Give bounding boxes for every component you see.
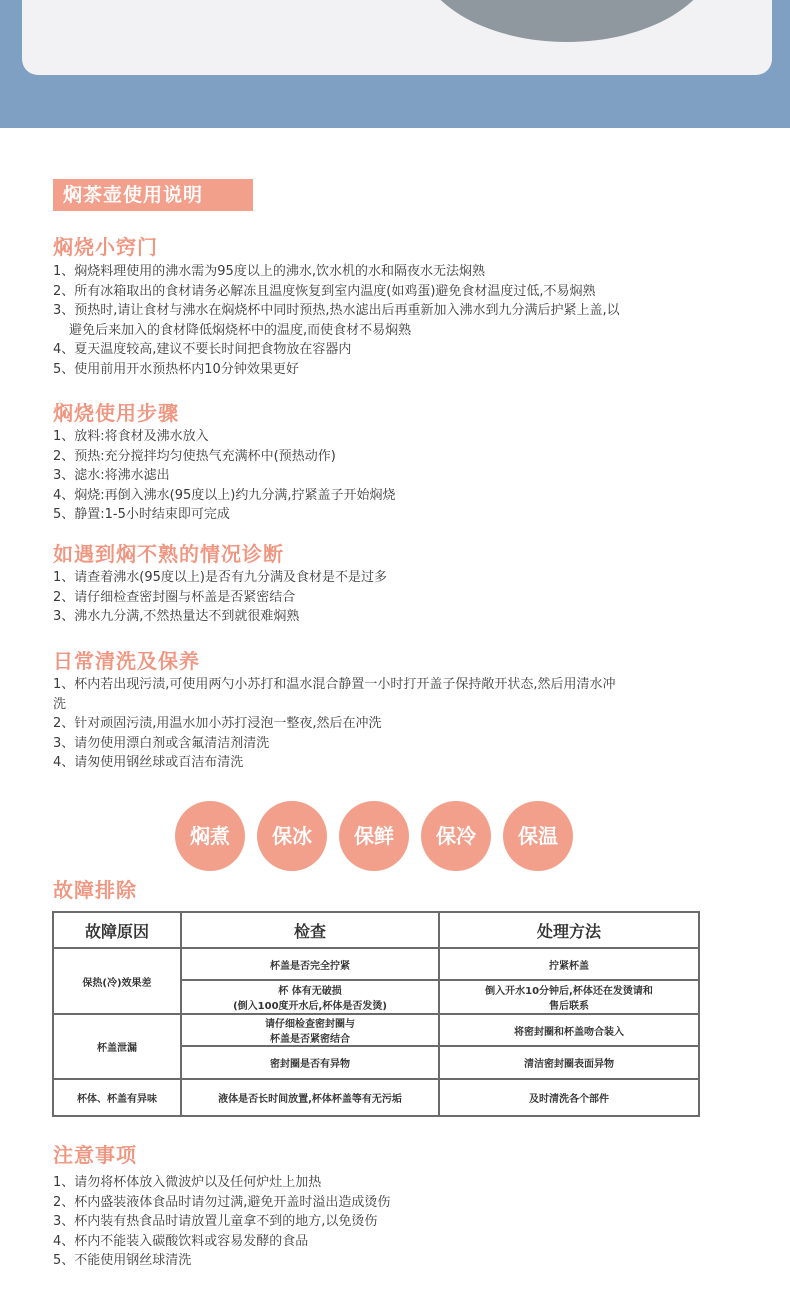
column-header: 处理方法	[439, 912, 699, 948]
troubleshooting-table	[52, 911, 700, 1117]
feature-badge: 保温	[503, 801, 573, 871]
table-cell: 液体是否长时间放置,杯体杯盖等有无污垢	[181, 1079, 439, 1116]
tips-list	[53, 262, 693, 379]
teapot-image	[417, 0, 717, 42]
list-item: 2、所有冰箱取出的食材请务必解冻且温度恢复到室内温度(如鸡蛋)避免食材温度过低,不易焖熟	[53, 283, 596, 299]
list-item: 3、滤水:将沸水滤出	[53, 468, 170, 483]
section-heading-notes: 注意事项	[53, 1143, 137, 1167]
cell-line: 杯 体有无破损	[278, 986, 342, 997]
table-cell	[181, 980, 439, 1014]
table-cell: 杯盖泄漏	[53, 1014, 181, 1079]
list-item: 5、静置:1-5小时结束即可完成	[53, 507, 230, 522]
list-item: 4、杯内不能装入碳酸饮料或容易发酵的食品	[53, 1233, 309, 1249]
section-heading-tips: 焖烧小窍门	[53, 235, 158, 259]
list-item: 1、杯内若出现污渍,可使用两勺小苏打和温水混合静置一小时打开盖子保持敞开状态,然后用清水冲	[53, 677, 616, 692]
table-cell	[181, 1014, 439, 1046]
feature-badge: 保冷	[421, 801, 491, 871]
cell-line: 倒入开水10分钟后,杯体还在发烫请和	[485, 986, 653, 997]
list-item: 3、请勿使用漂白剂或含氟清洁剂清洗	[53, 735, 270, 751]
list-item: 1、放料:将食材及沸水放入	[53, 429, 209, 444]
table-row	[53, 1079, 699, 1116]
list-item: 洗	[53, 696, 67, 712]
table-header-row	[53, 912, 699, 948]
list-item: 3、沸水九分满,不然热量达不到就很难焖熟	[53, 609, 300, 624]
list-item: 5、不能使用钢丝球清洗	[53, 1253, 192, 1268]
cell-line: 售后联系	[549, 1001, 589, 1012]
table-cell: 清洁密封圈表面异物	[439, 1046, 699, 1079]
column-header: 故障原因	[53, 912, 181, 948]
section-heading-cleaning: 日常清洗及保养	[53, 649, 200, 673]
list-item: 4、夏天温度较高,建议不要长时间把食物放在容器内	[53, 342, 352, 357]
list-item: 2、针对顽固污渍,用温水加小苏打浸泡一整夜,然后在冲洗	[53, 716, 382, 731]
table-cell: 将密封圈和杯盖吻合装入	[439, 1014, 699, 1046]
cell-line: (倒入100度开水后,杯体是否发烫)	[233, 1001, 387, 1012]
feature-badge: 保冰	[257, 801, 327, 871]
list-item: 1、焖烧料理使用的沸水需为95度以上的沸水,饮水机的水和隔夜水无法焖熟	[53, 264, 485, 279]
product-image-card	[22, 0, 772, 75]
table-cell: 及时清洗各个部件	[439, 1079, 699, 1116]
table-cell	[439, 980, 699, 1014]
list-item: 避免后来加入的食材降低焖烧杯中的温度,而使食材不易焖熟	[69, 322, 412, 338]
feature-badges	[175, 801, 585, 871]
list-item: 3、预热时,请让食材与沸水在焖烧杯中同时预热,热水滤出后再重新加入沸水到九分满后护紧上盖,以	[53, 303, 620, 318]
feature-badge: 焖煮	[175, 801, 245, 871]
list-item: 2、预热:充分搅拌均匀使热气充满杯中(预热动作)	[53, 448, 336, 464]
section-heading-diagnosis: 如遇到焖不熟的情况诊断	[53, 542, 284, 566]
list-item: 4、请匆使用钢丝球或百洁布清洗	[53, 755, 244, 770]
section-heading-steps: 焖烧使用步骤	[53, 401, 179, 425]
section-heading-troubleshooting: 故障排除	[53, 878, 137, 902]
cell-line: 杯盖是否紧密结合	[270, 1034, 350, 1045]
steps-list	[53, 427, 693, 525]
diagnosis-list	[53, 568, 693, 627]
table-row	[53, 948, 699, 980]
page-title: 焖茶壶使用说明	[53, 179, 253, 211]
list-item: 1、请勿将杯体放入微波炉以及任何炉灶上加热	[53, 1175, 322, 1190]
list-item: 2、请仔细检查密封圈与杯盖是否紧密结合	[53, 589, 296, 605]
table-cell: 拧紧杯盖	[439, 948, 699, 980]
table-cell: 杯体、杯盖有异味	[53, 1079, 181, 1116]
list-item: 5、使用前用开水预热杯内10分钟效果更好	[53, 361, 299, 377]
cell-line: 请仔细检查密封圈与	[265, 1019, 355, 1030]
table-cell: 保热(冷)效果差	[53, 948, 181, 1014]
list-item: 3、杯内装有热食品时请放置儿童拿不到的地方,以免烫伤	[53, 1214, 378, 1229]
feature-badge: 保鲜	[339, 801, 409, 871]
notes-list	[53, 1173, 693, 1271]
list-item: 1、请查着沸水(95度以上)是否有九分满及食材是不是过多	[53, 570, 387, 585]
table-cell: 杯盖是否完全拧紧	[181, 948, 439, 980]
table-row	[53, 1014, 699, 1046]
list-item: 2、杯内盛装液体食品时请勿过满,避免开盖时溢出造成烫伤	[53, 1194, 391, 1210]
cleaning-list	[53, 675, 693, 773]
table-cell: 密封圈是否有异物	[181, 1046, 439, 1079]
column-header: 检查	[181, 912, 439, 948]
list-item: 4、焖烧:再倒入沸水(95度以上)约九分满,拧紧盖子开始焖烧	[53, 487, 396, 503]
